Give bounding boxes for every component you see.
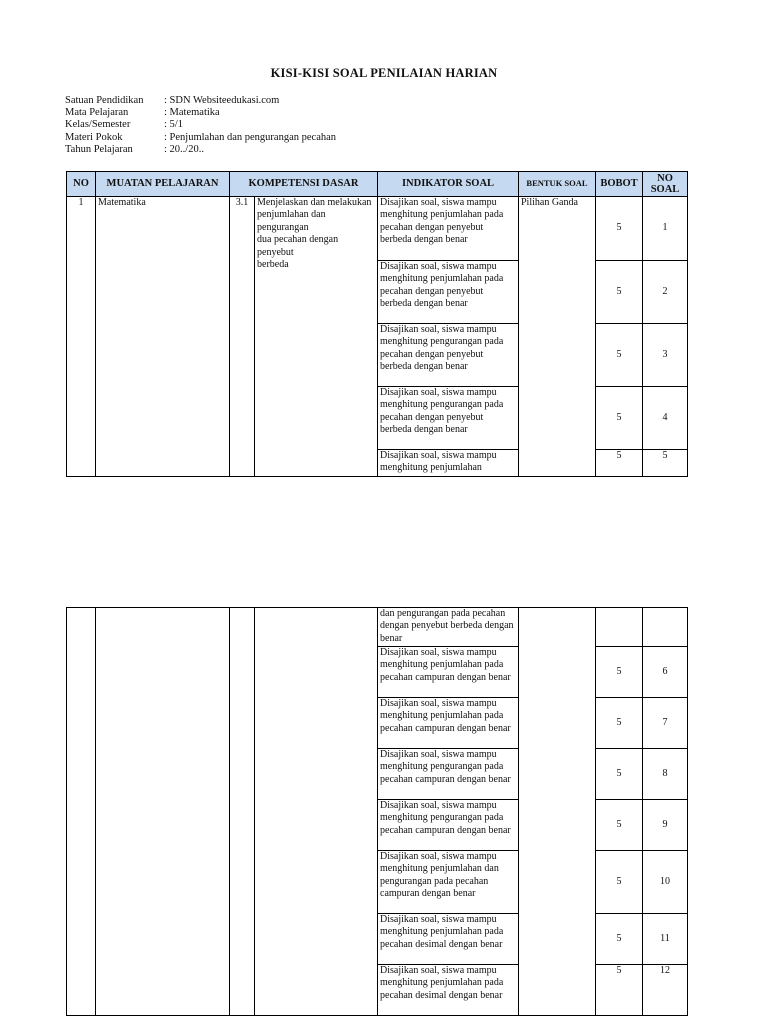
row-muatan: Matematika bbox=[96, 197, 230, 477]
indikator-cell: Disajikan soal, siswa mampu menghitung penjumlahan pada pecahan dengan penyebut berbeda dengan benar bbox=[378, 197, 519, 261]
meta-row bbox=[65, 119, 336, 131]
grid-table-page2 bbox=[66, 607, 688, 1016]
indikator-cell: Disajikan soal, siswa mampu menghitung pengurangan pada pecahan campuran dengan benar bbox=[378, 800, 519, 851]
no-soal-cell: 12 bbox=[643, 965, 688, 1016]
header-indikator: INDIKATOR SOAL bbox=[378, 172, 519, 197]
meta-row bbox=[65, 107, 336, 119]
no-soal-cell: 1 bbox=[643, 197, 688, 261]
no-soal-empty bbox=[643, 608, 688, 647]
table-row bbox=[67, 197, 688, 261]
bobot-cell: 5 bbox=[596, 965, 643, 1016]
bobot-empty bbox=[596, 608, 643, 647]
meta-value: : SDN Websiteedukasi.com bbox=[164, 95, 280, 106]
meta-row bbox=[65, 95, 336, 107]
kd-text-empty bbox=[255, 608, 378, 1016]
indikator-cell: Disajikan soal, siswa mampu menghitung pengurangan pada pecahan campuran dengan benar bbox=[378, 749, 519, 800]
meta-label: Tahun Pelajaran bbox=[65, 143, 133, 155]
header-nosoal: NO SOAL bbox=[643, 172, 688, 197]
meta-row bbox=[65, 132, 336, 144]
bobot-cell: 5 bbox=[596, 851, 643, 914]
bobot-cell: 5 bbox=[596, 914, 643, 965]
indikator-cell: Disajikan soal, siswa mampu menghitung penjumlahan pada pecahan dengan penyebut berbeda dengan benar bbox=[378, 261, 519, 324]
meta-label: Kelas/Semester bbox=[65, 119, 131, 131]
no-soal-cell: 9 bbox=[643, 800, 688, 851]
indikator-cell: Disajikan soal, siswa mampu menghitung penjumlahan pada pecahan campuran dengan benar bbox=[378, 647, 519, 698]
bobot-cell: 5 bbox=[596, 261, 643, 324]
indikator-cell: Disajikan soal, siswa mampu menghitung penjumlahan pada pecahan campuran dengan benar bbox=[378, 698, 519, 749]
indikator-cell: Disajikan soal, siswa mampu menghitung penjumlahan bbox=[378, 450, 519, 477]
no-soal-cell: 5 bbox=[643, 450, 688, 477]
header-bentuk: BENTUK SOAL bbox=[519, 172, 596, 197]
header-row bbox=[67, 172, 688, 197]
no-soal-cell: 7 bbox=[643, 698, 688, 749]
no-soal-cell: 2 bbox=[643, 261, 688, 324]
document-meta bbox=[65, 95, 336, 156]
row-no-empty bbox=[67, 608, 96, 1016]
indikator-cell: Disajikan soal, siswa mampu menghitung penjumlahan pada pecahan desimal dengan benar bbox=[378, 914, 519, 965]
kd-text: Menjelaskan dan melakukan penjumlahan dan pengurangan dua pecahan dengan penyebut berbeda bbox=[255, 197, 378, 477]
meta-label: Mata Pelajaran bbox=[65, 107, 129, 119]
table-row bbox=[67, 608, 688, 647]
indikator-cell: Disajikan soal, siswa mampu menghitung penjumlahan dan pengurangan pada pecahan campuran dengan benar bbox=[378, 851, 519, 914]
meta-value: : 20../20.. bbox=[164, 143, 204, 155]
no-soal-cell: 6 bbox=[643, 647, 688, 698]
bobot-cell: 5 bbox=[596, 800, 643, 851]
bobot-cell: 5 bbox=[596, 450, 643, 477]
bobot-cell: 5 bbox=[596, 647, 643, 698]
meta-value: : 5/1 bbox=[164, 119, 183, 131]
kd-number: 3.1 bbox=[230, 197, 255, 477]
indikator-cell: Disajikan soal, siswa mampu menghitung penjumlahan pada pecahan desimal dengan benar bbox=[378, 965, 519, 1016]
meta-value: : Matematika bbox=[164, 107, 220, 119]
row-muatan-empty bbox=[96, 608, 230, 1016]
indikator-cell: Disajikan soal, siswa mampu menghitung pengurangan pada pecahan dengan penyebut berbeda dengan benar bbox=[378, 387, 519, 450]
bobot-cell: 5 bbox=[596, 749, 643, 800]
header-kompetensi: KOMPETENSI DASAR bbox=[230, 172, 378, 197]
meta-row bbox=[65, 144, 336, 156]
header-muatan: MUATAN PELAJARAN bbox=[96, 172, 230, 197]
no-soal-cell: 11 bbox=[643, 914, 688, 965]
no-soal-cell: 3 bbox=[643, 324, 688, 387]
no-soal-cell: 4 bbox=[643, 387, 688, 450]
meta-label: Materi Pokok bbox=[65, 131, 123, 143]
grid-table-page1 bbox=[66, 171, 688, 477]
header-bobot: BOBOT bbox=[596, 172, 643, 197]
bentuk-soal-cell: Pilihan Ganda bbox=[519, 197, 596, 477]
kd-number-empty bbox=[230, 608, 255, 1016]
meta-value: : Penjumlahan dan pengurangan pecahan bbox=[164, 131, 337, 143]
header-no: NO bbox=[67, 172, 96, 197]
bobot-cell: 5 bbox=[596, 698, 643, 749]
indikator-cell: Disajikan soal, siswa mampu menghitung pengurangan pada pecahan dengan penyebut berbeda dengan benar bbox=[378, 324, 519, 387]
row-no: 1 bbox=[67, 197, 96, 477]
no-soal-cell: 10 bbox=[643, 851, 688, 914]
meta-label: Satuan Pendidikan bbox=[65, 95, 144, 106]
bobot-cell: 5 bbox=[596, 324, 643, 387]
document-title: KISI-KISI SOAL PENILAIAN HARIAN bbox=[270, 66, 498, 80]
indikator-continuation: dan pengurangan pada pecahan dengan penyebut berbeda dengan benar bbox=[378, 608, 519, 647]
bobot-cell: 5 bbox=[596, 387, 643, 450]
bobot-cell: 5 bbox=[596, 197, 643, 261]
bentuk-soal-empty bbox=[519, 608, 596, 1016]
no-soal-cell: 8 bbox=[643, 749, 688, 800]
